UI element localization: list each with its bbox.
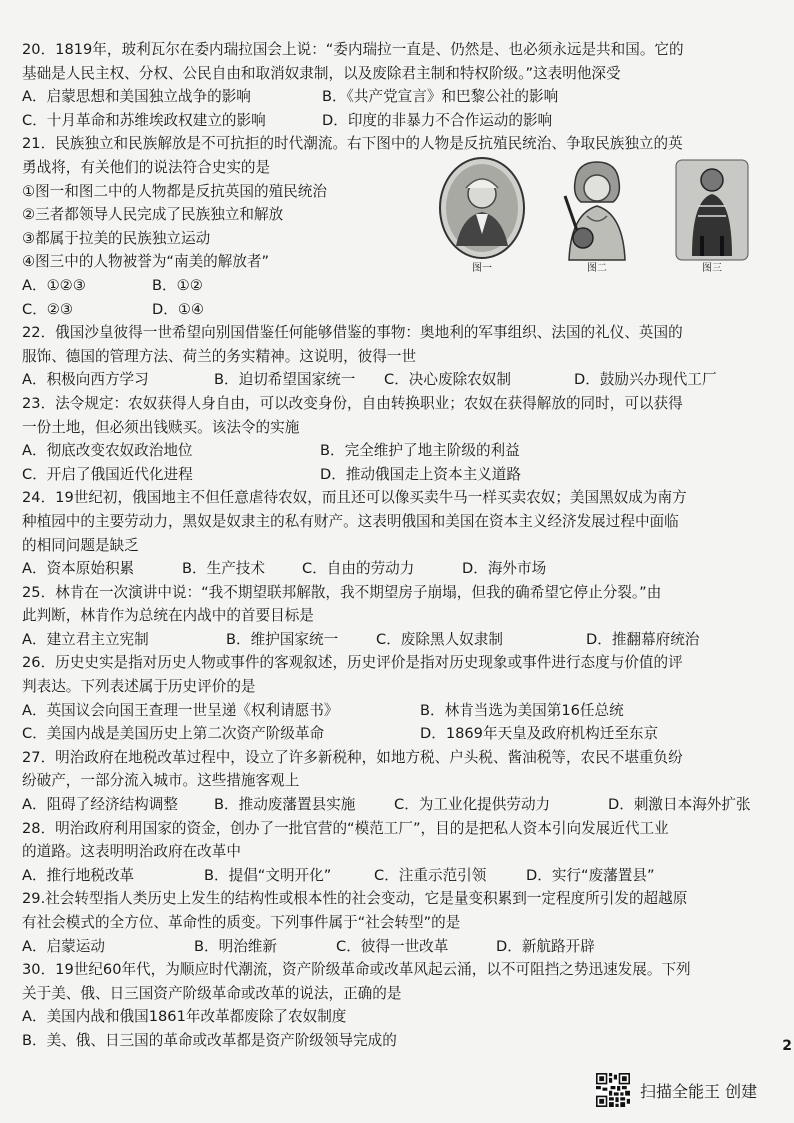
qr-code-icon (596, 1073, 630, 1107)
question-23 (22, 392, 774, 486)
options-row (22, 722, 774, 746)
option-d: D．印度的非暴力不合作运动的影响 (322, 111, 553, 129)
option-d: D．实行“废藩置县” (526, 866, 655, 884)
option-a: A．积极向西方学习 (22, 371, 149, 389)
option-b: B．提倡“文明开化” (204, 866, 332, 884)
option-d: D．刺激日本海外扩张 (608, 796, 751, 814)
option-b: B．①② (152, 276, 203, 294)
option-d: D．新航路开辟 (496, 937, 595, 955)
portrait-2-image (547, 156, 647, 266)
question-27 (22, 746, 774, 817)
question-stem: 服饰、德国的管理方法、荷兰的务实精神。这说明，彼得一世 (22, 347, 417, 365)
option-c: C．②③ (22, 300, 73, 318)
option-a: A．资本原始积累 (22, 560, 135, 578)
question-stem: 种植园中的主要劳动力，黑奴是奴隶主的私有财产。这表明俄国和美国在资本主义经济发展过程中面临 (22, 512, 679, 530)
option-d: D．海外市场 (462, 560, 547, 578)
question-stem: 勇战将，有关他们的说法符合史实的是 (22, 158, 271, 176)
question-stem: 30．19世纪60年代，为顺应时代潮流，资产阶级革命或改革风起云涌，以不可阻挡之势迅速发展。下列 (22, 961, 691, 979)
question-stem: 20．1819年，玻利瓦尔在委内瑞拉国会上说：“委内瑞拉一直是、仍然是、也必须永远是共和国。它的 (22, 41, 684, 58)
option-c: C．注重示范引领 (374, 866, 487, 884)
option-a: A．彻底改变农奴政治地位 (22, 442, 193, 460)
question-stem: 29.社会转型指人类历史上发生的结构性或根本性的社会变动，它是量变积累到一定程度所引发的超越原 (22, 890, 688, 908)
question-stem: 28．明治政府利用国家的资金，创办了一批官营的“模范工厂”，目的是把私人资本引向发展近代工业 (22, 819, 669, 837)
question-stem: 一份土地，但必须出钱赎买。该法令的实施 (22, 418, 300, 436)
options-row (22, 85, 774, 109)
option-b: B．完全维护了地主阶级的利益 (320, 442, 520, 460)
option-b: B．维护国家统一 (226, 630, 339, 648)
question-stem: 25．林肯在一次演讲中说：“我不期望联邦解散，我不期望房子崩塌，但我的确希望它停止分裂。”由 (22, 583, 662, 601)
question-stem: 22．俄国沙皇彼得一世希望向别国借鉴任何能够借鉴的事物：奥地利的军事组织、法国的礼仪、英国的 (22, 324, 683, 342)
question-21-body (22, 156, 774, 274)
question-20 (22, 38, 774, 132)
option-b: B．《共产党宣言》和巴黎公社的影响 (322, 88, 559, 106)
option-a: A．①②③ (22, 276, 86, 294)
option-c: C．决心废除农奴制 (384, 371, 511, 389)
question-28 (22, 817, 774, 888)
statement-3: ③都属于拉美的民族独立运动 (22, 229, 211, 247)
question-stem: 21．民族独立和民族解放是不可抗拒的时代潮流。右下图中的人物是反抗殖民统治、争取民族独立的英 (22, 135, 683, 153)
options-row (22, 628, 774, 652)
options-row (22, 463, 774, 487)
question-30 (22, 958, 774, 1052)
question-stem: 24．19世纪初，俄国地主不但任意虐待农奴，而且还可以像买卖牛马一样买卖农奴；美国黑奴成为南方 (22, 489, 687, 507)
option-a: A．启蒙思想和美国独立战争的影响 (22, 88, 251, 106)
option-b: B．推动废藩置县实施 (214, 796, 356, 814)
option-a: A．美国内战和俄国1861年改革都废除了农奴制度 (22, 1008, 347, 1026)
options-row (22, 109, 774, 133)
question-stem: 26．历史史实是指对历史人物或事件的客观叙述，历史评价是指对历史现象或事件进行态度与价值的评 (22, 654, 683, 672)
option-b: B．迫切希望国家统一 (214, 371, 356, 389)
option-c: C．彼得一世改革 (336, 937, 449, 955)
question-stem: 此判断，林肯作为总统在内战中的首要目标是 (22, 607, 314, 625)
option-d: D．推翻幕府统治 (586, 630, 700, 648)
statement-1: ①图一和图二中的人物都是反抗英国的殖民统治 (22, 182, 327, 200)
question-stem: 判表达。下列表述属于历史评价的是 (22, 678, 256, 696)
statement-2: ②三者都领导人民完成了民族独立和解放 (22, 206, 284, 224)
question-stem: 的相同问题是缺乏 (22, 536, 139, 554)
options-row (22, 699, 774, 723)
option-a: A．启蒙运动 (22, 937, 105, 955)
question-29 (22, 887, 774, 958)
option-d: D．鼓励兴办现代工厂 (574, 371, 717, 389)
statement-4: ④图三中的人物被誉为“南美的解放者” (22, 253, 270, 271)
option-b: B．林肯当选为美国第16任总统 (420, 701, 624, 719)
option-b: B．明治维新 (194, 937, 277, 955)
question-stem: 有社会模式的全方位、革命性的质变。下列事件属于“社会转型”的是 (22, 914, 461, 931)
question-stem: 关于美、俄、日三国资产阶级革命或改革的说法，正确的是 (22, 984, 402, 1002)
question-stem: 纷破产，一部分流入城市。这些措施客观上 (22, 772, 300, 790)
option-d: D．1869年天皇及政府机构迁至东京 (420, 725, 659, 743)
option-c: C．为工业化提供劳动力 (394, 796, 551, 814)
exam-page (22, 38, 774, 1053)
page-number: 2 (782, 1038, 792, 1054)
option-b: B．生产技术 (182, 560, 265, 578)
figure-2-caption: 图二 (587, 262, 607, 274)
portrait-figures (432, 156, 762, 282)
scanner-app-credit: 扫描全能王 创建 (640, 1081, 758, 1101)
question-25 (22, 581, 774, 652)
figure-3 (662, 156, 762, 282)
option-c: C．自由的劳动力 (302, 560, 415, 578)
options-row (22, 793, 774, 817)
portrait-1-image (432, 156, 532, 266)
option-a: A．阻碍了经济结构调整 (22, 796, 178, 814)
options-row (22, 368, 774, 392)
option-a: A．英国议会向国王查理一世呈递《权利请愿书》 (22, 701, 339, 719)
question-24 (22, 486, 774, 580)
figure-3-caption: 图三 (702, 262, 722, 274)
options-row (22, 864, 774, 888)
question-stem: 27．明治政府在地税改革过程中，设立了许多新税种，如地方税、户头税、酱油税等，农民不堪重负纷 (22, 748, 683, 766)
portrait-3-image (662, 156, 762, 266)
figure-2 (547, 156, 647, 282)
option-d: D．①④ (152, 300, 204, 318)
question-22 (22, 321, 774, 392)
question-stem: 23．法令规定：农奴获得人身自由，可以改变身份，自由转换职业；农奴在获得解放的同时，可以获得 (22, 394, 683, 412)
question-stem: 的道路。这表明明治政府在改革中 (22, 843, 241, 861)
options-row (22, 557, 774, 581)
options-row (22, 298, 774, 322)
question-21 (22, 132, 774, 321)
option-c: C．开启了俄国近代化进程 (22, 465, 193, 483)
option-c: C．废除黑人奴隶制 (376, 630, 503, 648)
option-c: C．十月革命和苏维埃政权建立的影响 (22, 111, 266, 129)
question-stem: 基础是人民主权、分权、公民自由和取消奴隶制，以及废除君主制和特权阶级。”这表明他深受 (22, 64, 621, 82)
option-a: A．推行地税改革 (22, 866, 135, 884)
option-a: A．建立君主立宪制 (22, 630, 149, 648)
scanner-watermark (596, 1070, 786, 1110)
option-c: C．美国内战是美国历史上第二次资产阶级革命 (22, 725, 325, 743)
figure-1-caption: 图一 (472, 262, 492, 274)
option-b: B．美、俄、日三国的革命或改革都是资产阶级领导完成的 (22, 1031, 397, 1049)
figure-1 (432, 156, 532, 282)
options-row (22, 935, 774, 959)
question-26 (22, 651, 774, 745)
option-d: D．推动俄国走上资本主义道路 (320, 465, 521, 483)
options-row (22, 439, 774, 463)
